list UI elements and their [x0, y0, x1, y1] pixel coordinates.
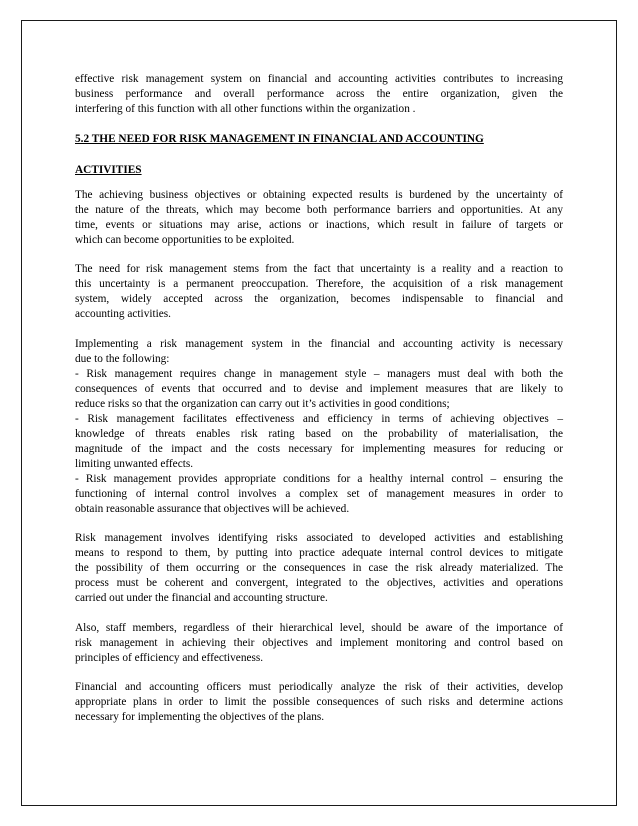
text-line: - Risk management requires change in management style – managers must deal with both the	[75, 367, 563, 380]
intro-paragraph	[75, 72, 563, 117]
text-line: The achieving business objectives or obtaining expected results is burdened by the uncertainty of	[75, 188, 563, 201]
section-heading-line2: ACTIVITIES	[75, 163, 142, 176]
text-line: reduce risks so that the organization can carry out it’s activities in good conditions;	[75, 397, 450, 410]
text-line: Implementing a risk management system in the financial and accounting activity is necessary	[75, 337, 563, 350]
text-line: knowledge of threats enables risk rating based on the probability of materialisation, the	[75, 427, 563, 440]
paragraph-2	[75, 262, 563, 322]
text-line: - Risk management provides appropriate conditions for a healthy internal control – ensuring the	[75, 472, 563, 485]
text-line: the possibility of them occurring or the consequences in case the risk already materialized. The	[75, 562, 563, 574]
text-line: time, events or situations may arise, actions or inactions, which result in failure of targets or	[75, 218, 563, 231]
text-line: due to the following:	[75, 352, 170, 365]
text-line: effective risk management system on financial and accounting activities contributes to increasing	[75, 73, 563, 85]
text-line: obtain reasonable assurance that objectives will be achieved.	[75, 502, 350, 515]
text-line: accounting activities.	[75, 308, 171, 320]
text-line: The need for risk management stems from the fact that uncertainty is a reality and a reaction to	[75, 263, 563, 275]
text-line: consequences of events that occurred and to devise and implement measures that are likely to	[75, 382, 563, 395]
paragraph-4	[75, 531, 563, 606]
text-line: the nature of the threats, which may become both performance barriers and opportunities. At any	[75, 203, 563, 216]
paragraph-1	[75, 188, 563, 248]
text-line: Financial and accounting officers must periodically analyze the risk of their activities, develop	[75, 681, 563, 693]
text-line: Risk management involves identifying risks associated to developed activities and establishing	[75, 532, 563, 544]
text-line: this uncertainty is a permanent preoccupation. Therefore, the acquisition of a risk management	[75, 278, 563, 290]
text-line: magnitude of the impact and the costs necessary for implementing measures for reducing or	[75, 442, 563, 455]
text-line: interfering of this function with all other functions within the organization .	[75, 103, 416, 115]
section-heading-line1: 5.2 THE NEED FOR RISK MANAGEMENT IN FINANCIAL AND ACCOUNTING	[75, 132, 484, 145]
text-line: limiting unwanted effects.	[75, 457, 194, 470]
text-line: risk management in achieving their objectives and implement monitoring and control based on	[75, 636, 563, 649]
text-line: which can become opportunities to be exploited.	[75, 233, 295, 246]
paragraph-3	[75, 337, 563, 517]
text-line: means to respond to them, by putting into practice adequate internal control devices to mitigate	[75, 547, 563, 559]
text-line: appropriate plans in order to limit the possible consequences of such risks and determine actions	[75, 696, 563, 708]
paragraph-5	[75, 621, 563, 666]
text-line: necessary for implementing the objectives of the plans.	[75, 711, 325, 723]
text-line: system, widely accepted across the organization, becomes indispensable to financial and	[75, 293, 563, 305]
text-line: Also, staff members, regardless of their hierarchical level, should be aware of the importance of	[75, 621, 563, 634]
text-line: - Risk management facilitates effectiveness and efficiency in terms of achieving objectives –	[75, 412, 563, 425]
text-line: business performance and overall performance across the entire organization, given the	[75, 88, 563, 100]
document-body	[75, 72, 563, 740]
paragraph-6	[75, 680, 563, 725]
text-line: process must be coherent and convergent, integrated to the objectives, activities and operations	[75, 577, 563, 589]
text-line: carried out under the financial and accounting structure.	[75, 592, 328, 604]
text-line: functioning of internal control involves a complex set of management measures in order to	[75, 487, 563, 500]
text-line: principles of efficiency and effectiveness.	[75, 651, 264, 664]
